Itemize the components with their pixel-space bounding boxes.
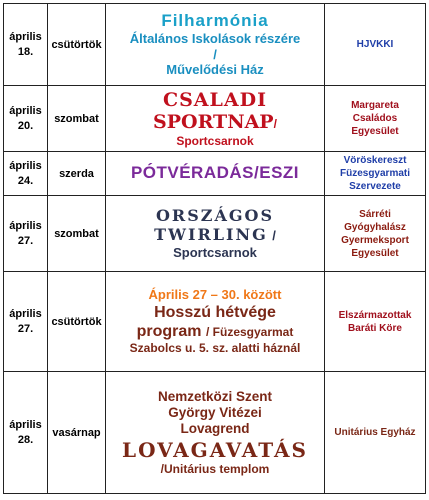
event-date: április 24.	[4, 152, 48, 196]
events-table	[3, 3, 426, 494]
event-date: április 27.	[4, 196, 48, 272]
event-date: április 20.	[4, 86, 48, 152]
event-organizer: Margareta Családos Egyesület	[325, 86, 426, 152]
event-organizer: Vöröskereszt Füzesgyarmati Szervezete	[325, 152, 426, 196]
event-day: csütörtök	[48, 4, 106, 86]
event-title: Filharmónia Általános Iskolások részére / Művelődési Ház	[106, 4, 325, 86]
event-day: szombat	[48, 196, 106, 272]
table-row	[4, 272, 426, 372]
event-title: ORSZÁGOS TWIRLING / Sportcsarnok	[106, 196, 325, 272]
event-title: Április 27 – 30. között Hosszú hétvége program / Füzesgyarmat Szabolcs u. 5. sz. alatti háznál	[106, 272, 325, 372]
event-date: április 28.	[4, 372, 48, 494]
event-organizer: HJVKKI	[325, 4, 426, 86]
event-organizer: Sárréti Gyógyhalász Gyermeksport Egyesület	[325, 196, 426, 272]
event-title: CSALADI SPORTNAP/ Sportcsarnok	[106, 86, 325, 152]
event-date: április 18.	[4, 4, 48, 86]
event-title: Nemzetközi Szent György Vitézei Lovagrend LOVAGAVATÁS /Unitárius templom	[106, 372, 325, 494]
event-day: vasárnap	[48, 372, 106, 494]
event-day: szerda	[48, 152, 106, 196]
event-date: április 27.	[4, 272, 48, 372]
table-row	[4, 152, 426, 196]
table-row	[4, 372, 426, 494]
event-day: csütörtök	[48, 272, 106, 372]
table-row	[4, 86, 426, 152]
table-row	[4, 4, 426, 86]
table-row	[4, 196, 426, 272]
event-organizer: Elszármazottak Baráti Köre	[325, 272, 426, 372]
event-organizer: Unitárius Egyház	[325, 372, 426, 494]
event-title: PÓTVÉRADÁS/ESZI	[106, 152, 325, 196]
event-day: szombat	[48, 86, 106, 152]
